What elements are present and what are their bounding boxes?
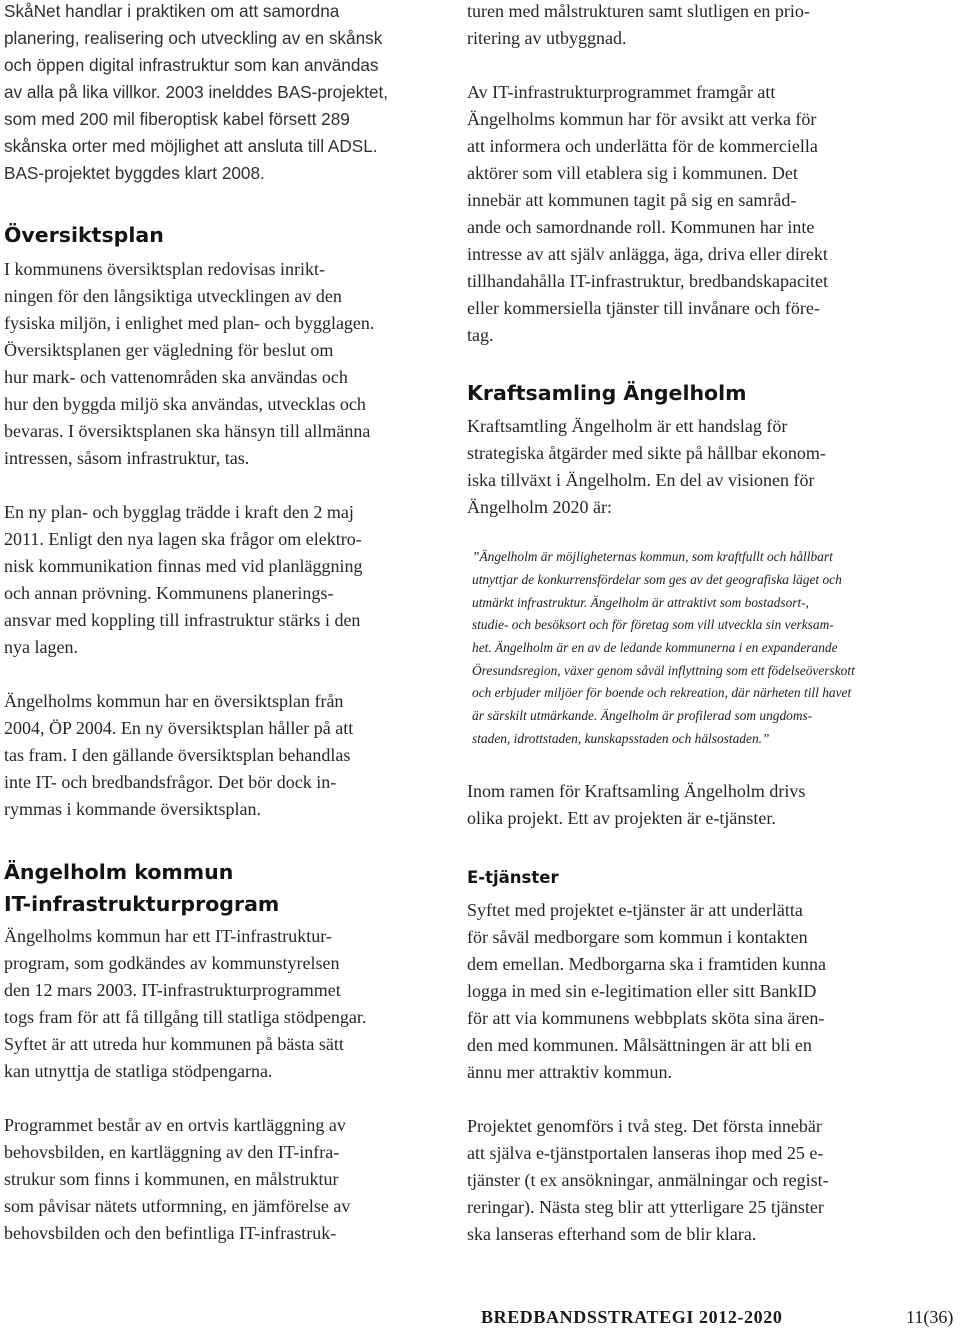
- text-line: 2011. Enligt den nya lagen ska frågor om elektro-: [4, 529, 362, 549]
- text-line: strukur som finns i kommunen, en målstruktur: [4, 1169, 339, 1189]
- text-line: nisk kommunikation finnas med vid planläggning: [4, 556, 363, 576]
- text-line: Syftet med projektet e-tjänster är att underlätta: [467, 900, 803, 920]
- section-heading-it-line1: Ängelholm kommun: [4, 860, 234, 884]
- text-line: ska lanseras efterhand som de blir klara.: [467, 1224, 757, 1244]
- text-line: nya lagen.: [4, 637, 78, 657]
- text-line: En ny plan- och bygglag trädde i kraft den 2 maj: [4, 502, 354, 522]
- text-line: Ängelholms kommun har ett IT-infrastruktur-: [4, 926, 332, 946]
- text-line: intresse av att själv anlägga, äga, driva eller direkt: [467, 244, 828, 264]
- quote-line: och erbjuder miljöer för boende och rekreation, där närheten till havet: [472, 685, 852, 700]
- text-line: ningen för den långsiktiga utvecklingen av den: [4, 286, 342, 306]
- text-line: intressen, såsom infrastruktur, tas.: [4, 448, 250, 468]
- text-line: behovsbilden och den befintliga IT-infrastruk-: [4, 1223, 337, 1243]
- text-line: och annan prövning. Kommunens planerings-: [4, 583, 334, 603]
- text-line: dem emellan. Medborgarna ska i framtiden kunna: [467, 954, 827, 974]
- text-line: för såväl medborgare som kommun i kontakten: [467, 927, 808, 947]
- text-line: Syftet är att utreda hur kommunen på bästa sätt: [4, 1034, 344, 1054]
- text-line: bevaras. I översiktsplanen ska hänsyn till allmänna: [4, 421, 371, 441]
- quote-line: staden, idrottstaden, kunskapsstaden och hälsostaden.”: [472, 731, 770, 746]
- quote-line: het. Ängelholm är en av de ledande kommunerna i en expanderande: [472, 640, 838, 655]
- text-line: Projektet genomförs i två steg. Det första innebär: [467, 1116, 822, 1136]
- text-line: Kraftsamtling Ängelholm är ett handslag för: [467, 416, 788, 436]
- text-line: tjänster (t ex ansökningar, anmälningar och regist-: [467, 1170, 829, 1190]
- text-line: BAS-projektet byggdes klart 2008.: [4, 163, 265, 183]
- text-line: hur mark- och vattenområden ska användas och: [4, 367, 348, 387]
- text-line: Ängelholms kommun har en översiktsplan från: [4, 691, 344, 711]
- footer-page-number: 11(36): [906, 1307, 954, 1327]
- text-line: eller kommersiella tjänster till invånare och före-: [467, 298, 820, 318]
- text-line: Programmet består av en ortvis kartläggning av: [4, 1115, 346, 1135]
- text-line: för att via kommunens webbplats sköta sina ären-: [467, 1008, 825, 1028]
- text-line: den med kommunen. Målsättningen är att bli en: [467, 1035, 812, 1055]
- text-line: skånska orter med möjlighet att ansluta till ADSL.: [4, 136, 378, 156]
- section-heading-it-line2: IT-infrastrukturprogram: [4, 892, 280, 916]
- text-line: tas fram. I den gällande översiktsplan behandlas: [4, 745, 351, 765]
- text-line: att själva e-tjänstportalen lanseras ihop med 25 e-: [467, 1143, 824, 1163]
- quote-line: utnyttjar de konkurrensfördelar som ges av det geografiska läget och: [472, 572, 842, 587]
- text-line: SkåNet handlar i praktiken om att samordna: [4, 1, 340, 21]
- text-line: tillhandahålla IT-infrastruktur, bredbandskapacitet: [467, 271, 828, 291]
- text-line: ritering av utbyggnad.: [467, 28, 627, 48]
- text-line: Inom ramen för Kraftsamling Ängelholm drivs: [467, 781, 806, 801]
- text-line: Ängelholm 2020 är:: [467, 497, 612, 517]
- quote-line: studie- och besöksort och för företag som vill utveckla sin verksam-: [472, 617, 834, 632]
- text-line: program, som godkändes av kommunstyrelsen: [4, 953, 340, 973]
- text-line: kan utnyttja de statliga stödpengarna.: [4, 1061, 273, 1081]
- quote-line: Öresundsregion, växer genom såväl inflyttning som ett födelseöverskott: [472, 663, 855, 678]
- text-line: och öppen digital infrastruktur som kan användas: [4, 55, 379, 75]
- section-heading-kraftsamling: Kraftsamling Ängelholm: [467, 381, 747, 405]
- text-line: rymmas i kommande översiktsplan.: [4, 799, 261, 819]
- text-line: togs fram för att få tillgång till statliga stödpengar.: [4, 1007, 367, 1027]
- text-line: iska tillväxt i Ängelholm. En del av visionen för: [467, 470, 815, 490]
- text-line: planering, realisering och utveckling av en skånsk: [4, 28, 383, 48]
- text-line: som påvisar nätets utformning, en jämförelse av: [4, 1196, 351, 1216]
- text-line: strategiska åtgärder med sikte på hållbar ekonom-: [467, 443, 826, 463]
- text-line: aktörer som vill etablera sig i kommunen. Det: [467, 163, 798, 183]
- text-line: innebär att kommunen tagit på sig en samråd-: [467, 190, 797, 210]
- quote-line: är särskilt utmärkande. Ängelholm är profilerad som ungdoms-: [472, 708, 813, 723]
- text-line: Översiktsplanen ger vägledning för beslut om: [4, 340, 334, 360]
- text-line: att informera och underlätta för de kommerciella: [467, 136, 818, 156]
- text-line: logga in med sin e-legitimation eller sitt BankID: [467, 981, 817, 1001]
- text-line: ansvar med koppling till infrastruktur stärks i den: [4, 610, 361, 630]
- quote-line: utmärkt infrastruktur. Ängelholm är attraktivt som bostadsort-,: [472, 595, 810, 610]
- text-line: hur den byggda miljö ska användas, utvecklas och: [4, 394, 366, 414]
- text-line: ännu mer attraktiv kommun.: [467, 1062, 672, 1082]
- section-heading-oversiktsplan: Översiktsplan: [4, 223, 164, 247]
- text-line: av alla på lika villkor. 2003 inelddes BAS-projektet,: [4, 82, 389, 102]
- text-line: fysiska miljön, i enlighet med plan- och bygglagen.: [4, 313, 375, 333]
- text-line: inte IT- och bredbandsfrågor. Det bör dock in-: [4, 772, 337, 792]
- text-line: reringar). Nästa steg blir att ytterligare 25 tjänster: [467, 1197, 824, 1217]
- text-line: olika projekt. Ett av projekten är e-tjänster.: [467, 808, 776, 828]
- text-line: turen med målstrukturen samt slutligen en prio-: [467, 1, 810, 21]
- text-line: 2004, ÖP 2004. En ny översiktsplan håller på att: [4, 718, 354, 738]
- text-line: ande och samordnande roll. Kommunen har inte: [467, 217, 815, 237]
- section-heading-e-tjanster: E-tjänster: [467, 868, 559, 887]
- text-line: den 12 mars 2003. IT-infrastrukturprogrammet: [4, 980, 341, 1000]
- footer-document-title: BREDBANDSSTRATEGI 2012-2020: [481, 1307, 783, 1327]
- text-line: I kommunens översiktsplan redovisas inrikt-: [4, 259, 325, 279]
- text-line: Ängelholms kommun har för avsikt att verka för: [467, 109, 817, 129]
- text-line: behovsbilden, en kartläggning av den IT-infra-: [4, 1142, 340, 1162]
- quote-line: ”Ängelholm är möjligheternas kommun, som kraftfullt och hållbart: [472, 549, 833, 564]
- text-line: tag.: [467, 325, 494, 345]
- text-line: som med 200 mil fiberoptisk kabel försett 289: [4, 109, 350, 129]
- text-line: Av IT-infrastrukturprogrammet framgår att: [467, 82, 776, 102]
